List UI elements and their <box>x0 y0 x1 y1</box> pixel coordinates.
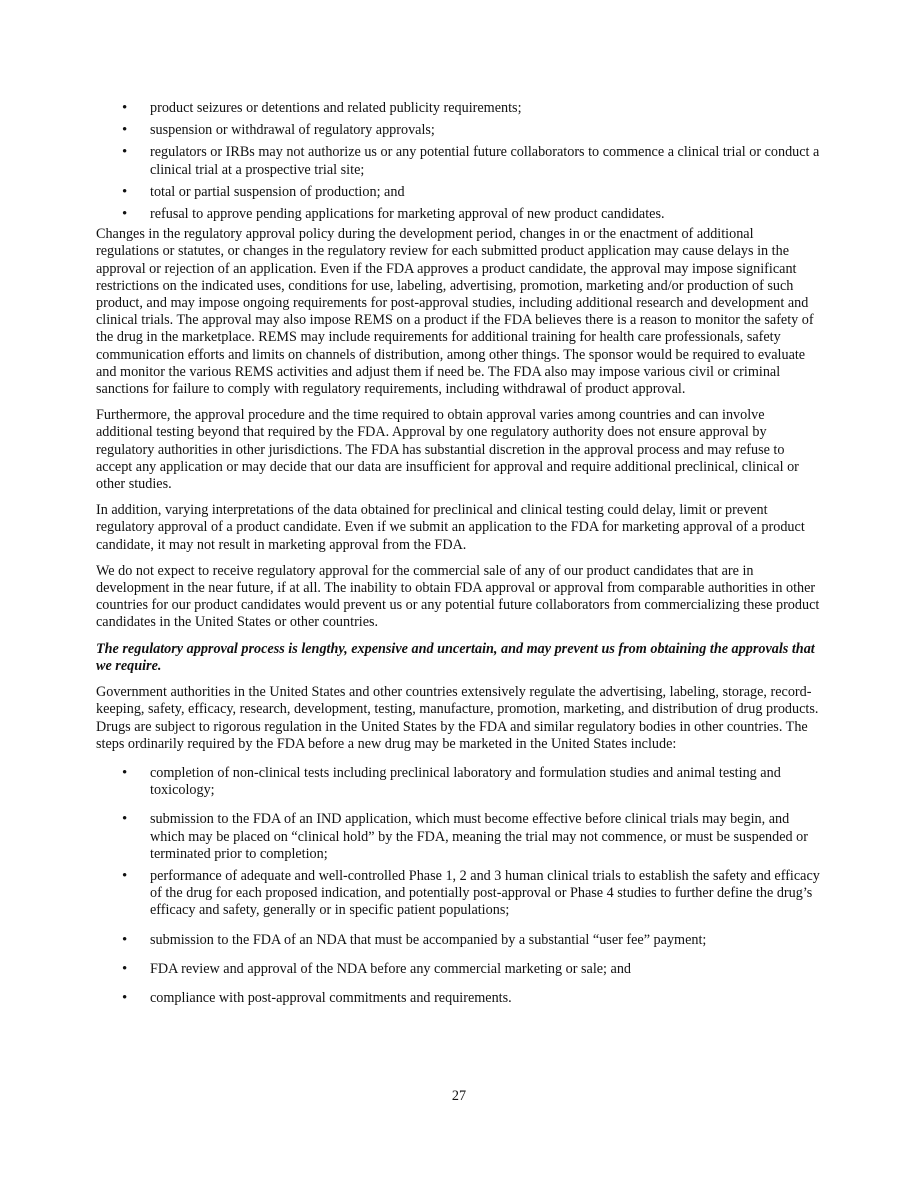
list-item: • completion of non-clinical tests including preclinical laboratory and formulation studies and animal testing and toxicology; <box>96 765 820 799</box>
paragraph-commercial-sale: We do not expect to receive regulatory approval for the commercial sale of any of our product candidates that are in development in the near future, if at all. The inability to obtain FDA approval or approval from comparable authorities in other countries for our product candidates would prevent us or any potential future collaborators from commercializing these product candidates in the United States or other countries. <box>96 562 820 631</box>
list-item: • suspension or withdrawal of regulatory approvals; <box>96 122 820 139</box>
list-item: • product seizures or detentions and related publicity requirements; <box>96 100 820 117</box>
list-item: • FDA review and approval of the NDA before any commercial marketing or sale; and <box>96 961 820 978</box>
paragraph-data-interpretation: In addition, varying interpretations of the data obtained for preclinical and clinical testing could delay, limit or prevent regulatory approval of a product candidate. Even if we submit an application to the FDA for marketing approval of a product candidate, it may not result in marketing approval from the FDA. <box>96 502 805 553</box>
bullet-list-sanctions <box>96 100 820 223</box>
bullet-list-fda-steps <box>96 765 820 1007</box>
list-item: • performance of adequate and well-controlled Phase 1, 2 and 3 human clinical trials to establish the safety and efficacy of the drug for each proposed indication, and potentially post-approval or Phase 4 studies to further define the drug’s efficacy and safety, generally or in specific patient populations; <box>96 868 820 920</box>
list-item: • regulators or IRBs may not authorize us or any potential future collaborators to commence a clinical trial or conduct a clinical trial at a prospective trial site; <box>96 144 820 178</box>
paragraph-regulatory-changes: Changes in the regulatory approval policy during the development period, changes in or the enactment of additional regulations or statutes, or changes in the regulatory review for each submitted product application may cause delays in the approval or rejection of an application. Even if the FDA approves a product candidate, the approval may impose significant restrictions on the indicated uses, conditions for use, labeling, advertising, promotion, marketing and/or production of such product, and may impose ongoing requirements for post-approval studies, including additional research and development and clinical trials. The approval may also impose REMS on a product if the FDA believes there is a reason to monitor the safety of the drug in the marketplace. REMS may include requirements for additional training for health care professionals, safety communication efforts and limits on channels of distribution, among other things. The sponsor would be required to evaluate and monitor the various REMS activities and adjust them if need be. The FDA also may impose various civil or criminal sanctions for failure to comply with regulatory requirements, including withdrawal of product approval. <box>96 226 814 398</box>
list-item: • refusal to approve pending applications for marketing approval of new product candidates. <box>96 206 820 223</box>
section-heading: The regulatory approval process is lengthy, expensive and uncertain, and may prevent us from obtaining the approvals that we require. <box>96 640 815 674</box>
list-item: • submission to the FDA of an IND application, which must become effective before clinical trials may begin, and which may be placed on “clinical hold” by the FDA, meaning the trial may not commence, or must be suspended or terminated prior to completion; <box>96 811 820 863</box>
list-item: • submission to the FDA of an NDA that must be accompanied by a substantial “user fee” payment; <box>96 932 820 949</box>
page-number: 27 <box>451 1088 467 1104</box>
document-page <box>96 100 820 1007</box>
list-item: • total or partial suspension of production; and <box>96 184 820 201</box>
paragraph-government-regulation: Government authorities in the United States and other countries extensively regulate the advertising, labeling, storage, record-keeping, safety, efficacy, research, development, testing, manufacture, promotion, marketing, and distribution of drug products. Drugs are subject to rigorous regulation in the United States by the FDA and similar regulatory bodies in other countries. The steps ordinarily required by the FDA before a new drug may be marketed in the United States include: <box>96 684 819 752</box>
paragraph-approval-procedure: Furthermore, the approval procedure and the time required to obtain approval varies among countries and can involve additional testing beyond that required by the FDA. Approval by one regulatory authority does not ensure approval by regulatory authorities in other jurisdictions. The FDA has substantial discretion in the approval process and may refuse to accept any application or may decide that our data are insufficient for approval and require additional preclinical, clinical or other studies. <box>96 407 799 493</box>
list-item: • compliance with post-approval commitments and requirements. <box>96 990 820 1007</box>
